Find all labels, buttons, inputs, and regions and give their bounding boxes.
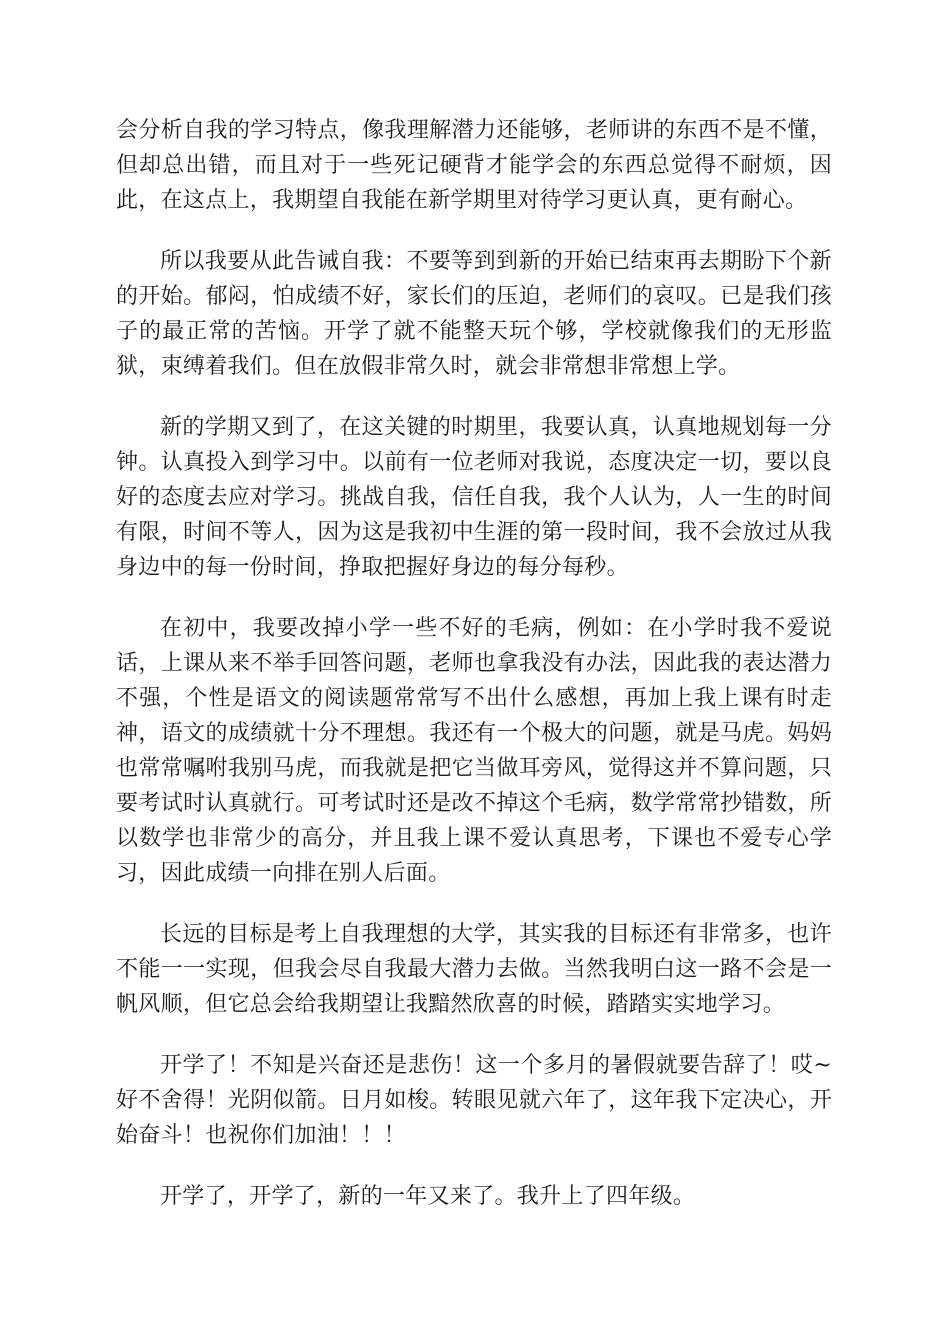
paragraph-1: 会分析自我的学习特点，像我理解潜力还能够，老师讲的东西不是不懂，但却总出错，而且对于一些死记硬背才能学会的东西总觉得不耐烦，因此，在这点上，我期望自我能在新学期里对待学习更认真，更有耐心。 xyxy=(116,118,832,213)
paragraph-4: 在初中，我要改掉小学一些不好的毛病，例如：在小学时我不爱说话，上课从来不举手回答问题，老师也拿我没有办法，因此我的表达潜力不强，个性是语文的阅读题常常写不出什么感想，再加上我上课有时走神，语文的成绩就十分不理想。我还有一个极大的问题，就是马虎。妈妈也常常嘱咐我别马虎，而我就是把它当做耳旁风，觉得这并不算问题，只要考试时认真就行。可考试时还是改不掉这个毛病，数学常常抄错数，所以数学也非常少的高分，并且我上课不爱认真思考，下课也不爱专心学习，因此成绩一向排在别人后面。 xyxy=(116,616,832,886)
paragraph-5: 长远的目标是考上自我理想的大学，其实我的目标还有非常多，也许不能一一实现，但我会尽自我最大潜力去做。当然我明白这一路不会是一帆风顺，但它总会给我期望让我黯然欣喜的时候，踏踏实实地学习。 xyxy=(116,922,832,1017)
paragraph-7: 开学了，开学了，新的一年又来了。我升上了四年级。 xyxy=(160,1184,696,1209)
paragraph-6: 开学了！不知是兴奋还是悲伤！这一个多月的暑假就要告辞了！哎~好不舍得！光阴似箭。日月如梭。转眼见就六年了，这年我下定决心，开始奋斗！也祝你们加油！！！ xyxy=(116,1053,832,1148)
paragraph-2: 所以我要从此告诫自我：不要等到到新的开始已结束再去期盼下个新的开始。郁闷，怕成绩不好，家长们的压迫，老师们的哀叹。已是我们孩子的最正常的苦恼。开学了就不能整天玩个够，学校就像我们的无形监狱，束缚着我们。但在放假非常久时，就会非常想非常想上学。 xyxy=(116,249,832,379)
document-page xyxy=(116,113,832,1240)
paragraph-3: 新的学期又到了，在这关键的时期里，我要认真，认真地规划每一分钟。认真投入到学习中。以前有一位老师对我说，态度决定一切，要以良好的态度去应对学习。挑战自我，信任自我，我个人认为，人一生的时间有限，时间不等人，因为这是我初中生涯的第一段时间，我不会放过从我身边中的每一份时间，挣取把握好身边的每分每秒。 xyxy=(116,415,832,580)
